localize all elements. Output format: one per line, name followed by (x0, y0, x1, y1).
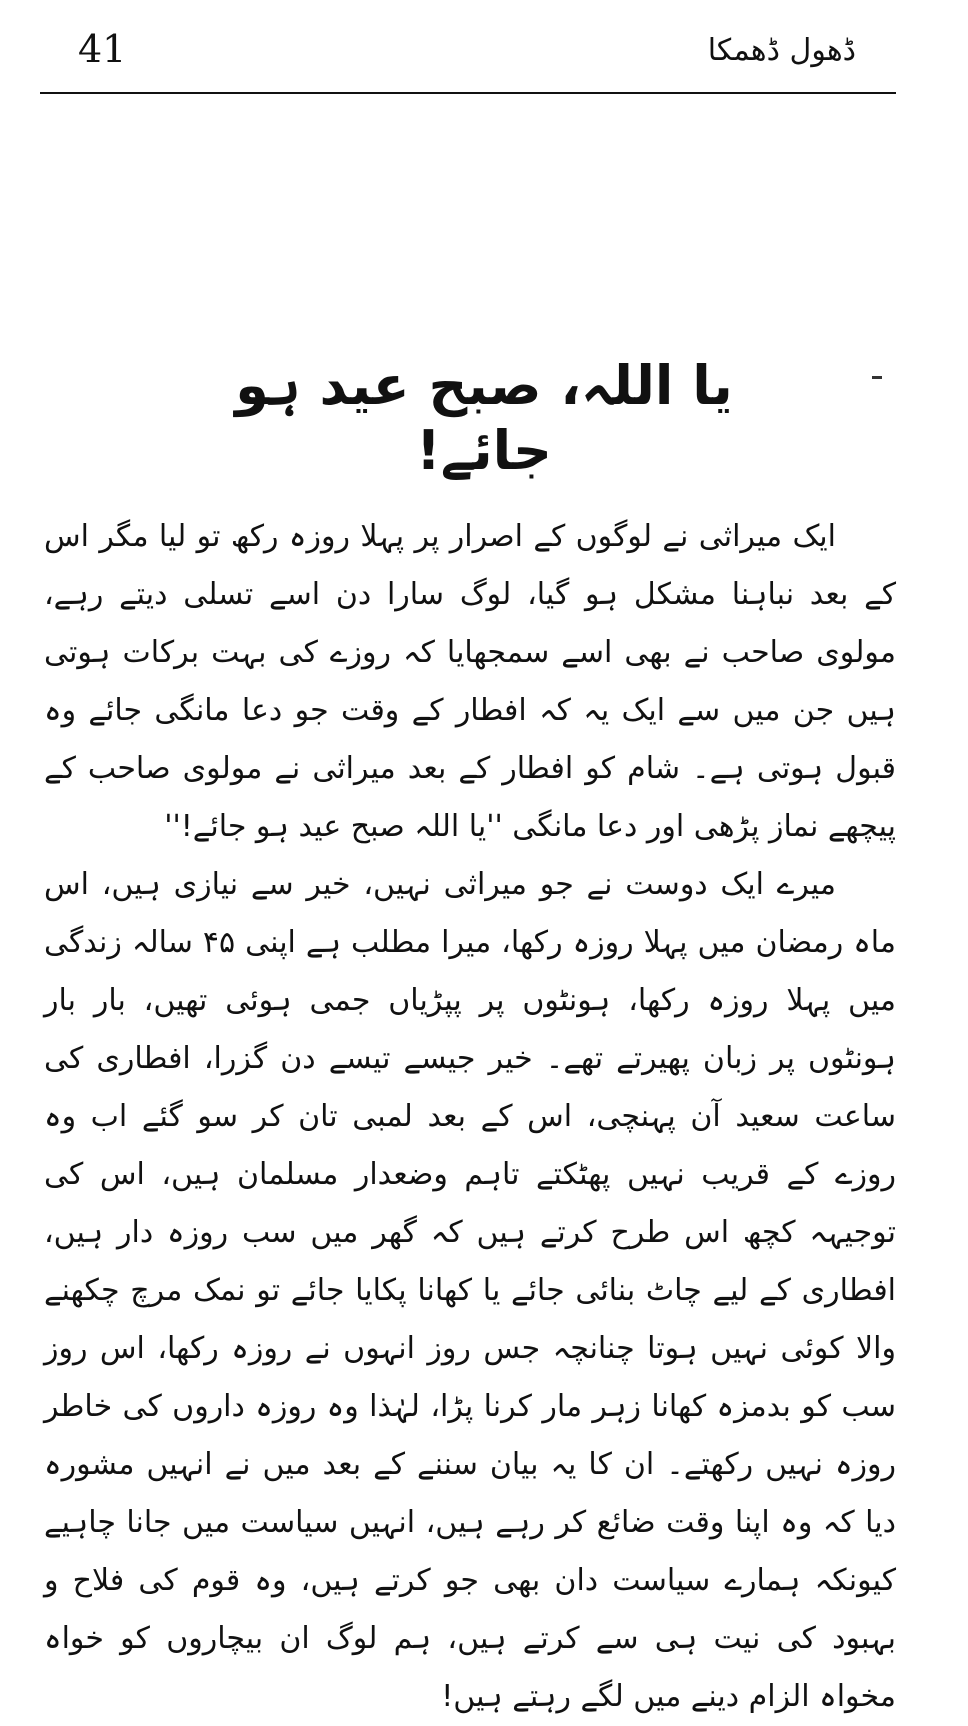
body-text (44, 508, 896, 1726)
stray-print-mark (872, 376, 882, 379)
chapter-title: یا اللہ، صبح عید ہو جائے! (235, 354, 733, 482)
page-number: 41 (78, 27, 127, 71)
paragraph: میرے ایک دوست نے جو میراثی نہیں، خیر سے نیازی ہیں، اس ماہ رمضان میں پہلا روزہ رکھا، میرا مطلب ہے اپنی ۴۵ سالہ زندگی میں پہلا روزہ رکھا، ہونٹوں پر پپڑیاں جمی ہوئی تھیں، بار بار ہونٹوں پر زبان پھیرتے تھے۔ خیر جیسے تیسے دن گزرا، افطاری کی ساعت سعید آن پہنچی، اس کے بعد لمبی تان کر سو گئے اب وہ روزے کے قریب نہیں پھٹکتے تاہم وضعدار مسلمان ہیں، اس کی توجیہہ کچھ اس طرح کرتے ہیں کہ گھر میں سب روزہ دار ہیں، افطاری کے لیے چاٹ بنائی جائے یا کھانا پکایا جائے تو نمک مرچ چکھنے والا کوئی نہیں ہوتا چنانچہ جس روز انہوں نے روزہ رکھا، اس روز سب کو بدمزہ کھانا زہر مار کرنا پڑا، لہٰذا وہ روزہ داروں کی خاطر روزہ نہیں رکھتے۔ ان کا یہ بیان سننے کے بعد میں نے انہیں مشورہ دیا کہ وہ اپنا وقت ضائع کر رہے ہیں، انہیں سیاست میں جانا چاہیے کیونکہ ہمارے سیاست دان بھی جو کرتے ہیں، وہ قوم کی فلاح و بہبود کی نیت ہی سے کرتے ہیں، ہم لوگ ان بیچاروں کو خواہ مخواہ الزام دینے میں لگے رہتے ہیں! (44, 867, 896, 1714)
running-title: ڈھول ڈھمکا (707, 33, 856, 68)
page-header (40, 18, 896, 94)
paragraph: ایک میراثی نے لوگوں کے اصرار پر پہلا روزہ رکھ تو لیا مگر اس کے بعد نباہنا مشکل ہو گیا، لوگ سارا دن اسے تسلی دیتے رہے، مولوی صاحب نے بھی اسے سمجھایا کہ روزے کی بہت برکات ہوتی ہیں جن میں سے ایک یہ کہ افطار کے وقت جو دعا مانگی جائے وہ قبول ہوتی ہے۔ شام کو افطار کے بعد میراثی نے مولوی صاحب کے پیچھے نماز پڑھی اور دعا مانگی ''یا اللہ صبح عید ہو جائے!'' (44, 519, 896, 844)
